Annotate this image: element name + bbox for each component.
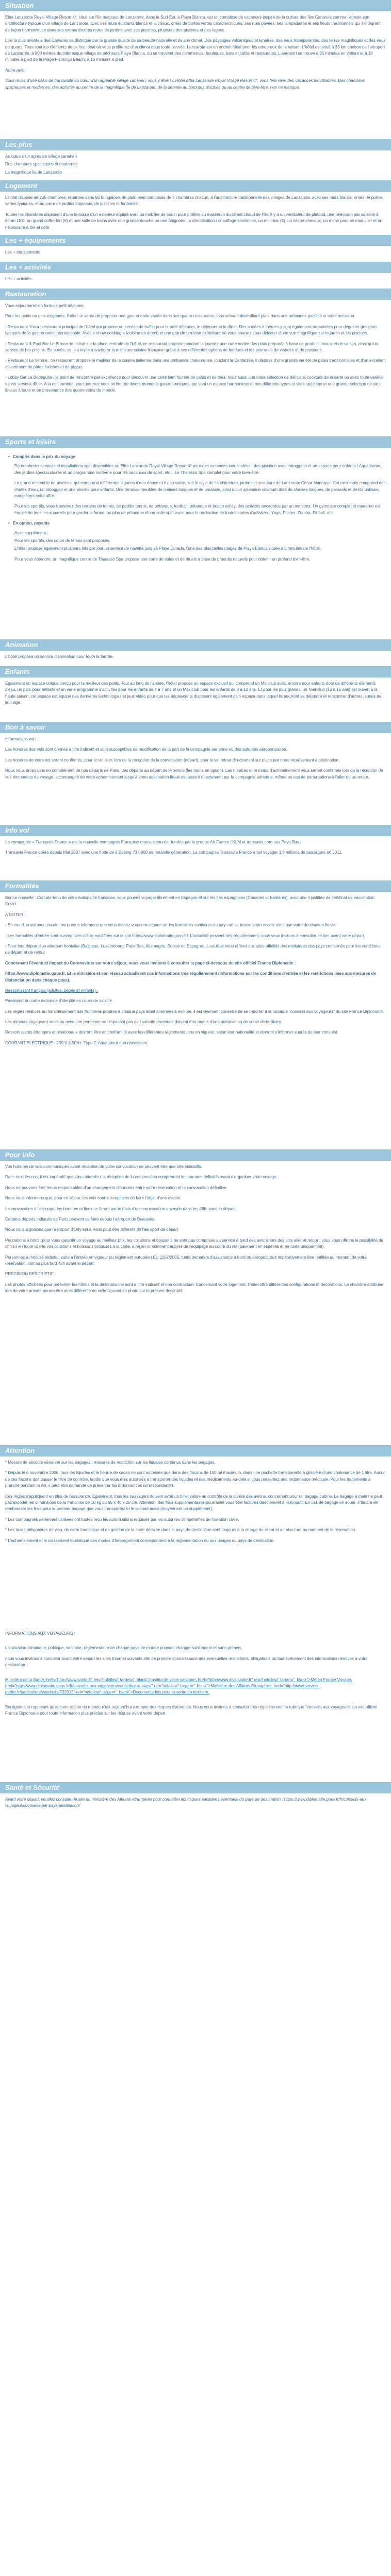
bullet-heading: • En option, payante: [5, 520, 386, 527]
paragraph: Le grand ensemble de piscines, qui comprend différentes lagunes d'eau douce et d'eau salée, suit le style de l'architecture, jardins et sculpture de Lanzarote César Manrique. Cet ensemble comprend des chutes d'eau, un toboggan et une piscine pour enfants. Une terrasse meublée de chaises longues et de parasols, ainsi qu'un splendide solarium doté de chaises longues, de parasols et de lits balinais, complètent cette offre.: [14, 481, 386, 498]
paragraph: nous vous invitons à consulter avant votre départ les sites Internet suivants afin de prendre connaissance des éventuelles restrictions, obligations ou tout événement des informations relatives à votre destination :: [5, 1656, 368, 1668]
section-title: Pour info: [0, 1149, 391, 1161]
paragraph: Nous vous proposons en complément de nos départs de Paris, des départs au départ de Province (les trains en option). Les horaires et le mode d'acheminement vous seront confirmés lors de la réception de vos documents de voyage, accompagné de votre acheminement jusqu'à votre destination finale est assuré directement par la compagnie aérienne, même en cas de perturbations à l'aller ou au retour.: [5, 768, 383, 779]
paragraph: Ressortissants étrangers et binationaux devront être en conformité avec les différentes réglementations en vigueur, selon leur nationalité et devront s'informer auprès de leur consulat.: [5, 1030, 338, 1035]
paragraph: COURANT ÉLECTRIQUE : 230 V à 50Hz. Type F. Adaptateur non nécessaire.: [5, 1040, 149, 1045]
paragraph: Soulignons et rappelant qu'aucune région du monde n'est aujourd'hui exempte des risques d'attentats. Nous vous invitons à consulter très régulièrement la rubrique "conseils aux voyageurs" du site officiel France Diplomatie pour toute information plus précise sur les risques avant votre départ.: [5, 1704, 378, 1716]
paragraph: https://www.diplomatie.gouv.fr. Et le ministère et son réseau actualisent ces informations très régulièrement (informations sur les conditions d'entrée et les restrictions liées aux mesures de distanciation dans chaque pays).: [5, 971, 376, 982]
paragraph: - Restaurant Yaiza : restaurant principal de l'hôtel qui propose un service de buffet pour le petit-déjeuner, le déjeuner et le dîner. Des soirées à thèmes y sont également organisées pour déguster des plats typiques de la gastronomie internationale. Avec « show-cooking » (cuisine en direct) et une grande terrasse extérieure où vous pourrez vous délecter d'une vue magnifique sur le jardin et les piscines.: [5, 324, 378, 336]
paragraph: Les horaires des vols sont donnés à titre indicatif et sont susceptibles de modification de la part de la compagnie aérienne ou des autorités aéroportuaires.: [5, 747, 287, 752]
paragraph: - Restaurant La Venise : ce restaurant propose le meilleur de la cuisine italienne dans une ambiance chaleureuse, jouxtant la Cantalzée. Il dispose d'une grande variété de pâtes traditionnelles et d'un excellent assortiment de pâtes fraîches et de pizzas.: [5, 358, 386, 369]
section-title: Formalités: [0, 880, 391, 892]
section-title: Les + équipements: [0, 235, 391, 246]
section-animation: [0, 639, 391, 666]
section-situation: [0, 0, 391, 139]
list-item: Au cœur d'un agréable village canarien: [5, 154, 77, 159]
paragraph: * Les taxes obligatoires de visa, de carte touristique et de gestion de la carte délivrée dans le pays de destination sont toujours à la charge du client et au plus tard au moment de la réservation.: [5, 1528, 356, 1533]
paragraph: Prestations à bord : pour vous garantir un voyage au meilleur prix, les collations et boissons ne sont pas comprises au service à bord des avions lors des vols aller et retour ; vous vous offrons la possibilité de choisir en toute liberté vos collations et boissons proposés à la carte, à régler directement auprès de l'équipage au cours du vol (paiement en espèces et en carte uniquement).: [5, 1238, 384, 1249]
section-equipements: [0, 235, 391, 262]
paragraph: Passeport ou carte nationale d'identité en cours de validité: [5, 998, 112, 1004]
paragraph: * Mesure de sécurité aérienne sur les bagages : mesures de restriction sur les liquides contenus dans les bagages.: [5, 1460, 216, 1465]
paragraph: Concernant l'éventuel impact du Coronavirus sur votre séjour, nous vous invitons à consulter la page ci-dessous du site officiel France Diplomatie :: [5, 960, 296, 965]
section-plus: [0, 139, 391, 180]
section-title: Les + activités: [0, 262, 391, 273]
paragraph: Les règles relatives au franchissement des frontières propres à chaque pays étant amenées à évoluer, il est vivement conseillé de se reporter à la rubrique "conseils aux voyageurs" du site France Diplomatie.: [5, 1009, 384, 1014]
section-title: Santé et Sécurité: [0, 1782, 391, 1793]
links-paragraph[interactable]: Ministère de la Santé, href="http://www.sante.fr" rel="nofollow" target="_blank">Institut de veille sanitaire, href="http://www.invs.sante.fr" rel="nofollow" target="_blank">Météo France Voyage, href="http://www.diplomatie.gouv.fr/fr/conseils-aux-voyageurs/conseils-par-pays/" rel="nofollow" target="_blank">Ministère des Affaires Étrangères, href="http://www.service-public.fr/particuliers/vosdroits/F32013" rel="nofollow" target="_blank">Documents-liés pour la sortie du territoire.: [5, 1677, 352, 1695]
list-item: Des chambres spacieuses et modernes: [5, 162, 78, 167]
paragraph: - En cas d'un vol avec escale, nous vous informons que vous devrez vous renseigner sur les formalités sanitaires du pays où se trouve votre escale ainsi que votre destination finale.: [5, 923, 336, 928]
section-title: Logement: [0, 180, 391, 192]
paragraph: Nous vous signalons que l'aéroport d'Orly est à Paris peut être différent de l'aéroport de départ.: [5, 1227, 180, 1232]
section-pour-info: [0, 1149, 391, 1445]
section-title: Sports et loisirs: [0, 436, 391, 448]
paragraph: Vos horaires de vols communiqués avant réception de votre convocation ne peuvent être que très indicatifs.: [5, 1164, 202, 1169]
paragraph-link[interactable]: Ressortissant français (adultes, bébés et enfants) :: [5, 988, 99, 993]
paragraph: Avec supplément :: [14, 530, 48, 535]
paragraph: L'hôtel dispose de 265 chambres, réparties dans 95 bungalows de plain-pied composés de 4 chambres chacun, à l'architecture traditionnelle des villages de Lanzarote, avec ses murs blancs, ornés de portes vertes typiques, et au cœur de jardins tropicaux, de piscines et fontaines.: [5, 195, 383, 207]
paragraph: * L'acheminement et le classement touristique des modes d'hébergement correspondent à la réglementation ou aux usages du pays de destination.: [5, 1538, 275, 1543]
paragraph: Les mineurs voyageant seuls ou avec une personne ne disposant pas de l'autorité parentale doivent être munis d'une autorisation de sortie de territoire.: [5, 1020, 283, 1025]
section-informations-voyageurs: [0, 1628, 391, 1782]
section-title: Restauration: [0, 289, 391, 300]
paragraph: Avant votre départ, veuillez consulter le site du ministère des Affaires étrangères pour connaître les risques sanitaires éventuels du pays de destination : https://www.diplomatie.gouv.fr/fr/conseils-aux-voyageurs/conseils-par-pays-destination/: [5, 1797, 368, 1808]
section-title: Animation: [0, 639, 391, 651]
paragraph: Toutes les chambres disposent d'une terrasse d'un extérieur équipé avec du mobilier de jardin pour profiter au maximum du climat chaud de l'île. Il y a un ventilateur de plafond, une télévision par satellite à écran LED, un grand coffre fort (€) et une salle de bains avec une grande douche ou une baignoire, la climatisation / chauffage saisonnier, un mini-bar (€), un sèche-cheveux, un miroir pour se maquiller et un nécessaire à thé et café.: [5, 212, 383, 230]
paragraph: Également un espace unique conçu pour la meilleur des petits. Tout au long de l'année, l'hôtel propose un espace exclusif qui comprend un Miniclub avec, encore pour enfants doté de différents éléments d'eau, un parc pour enfants et un varie programme d'activités pour les enfants de 4 à 7 ans et un Maxiclub pour les enfants de 8 à 12 ans. Et pour les plus grands, un Teenclub (13 à 16 ans) est ouvert à la haute saison, cet espace est équipé des dernières technologies et jeux vidéo pour que les adolescents disposent également d'un espace dans lequel ils pourront se détendre et rencontrer d'autres jeunes de leur âge.: [5, 681, 382, 705]
paragraph: Bonne nouvelle : Compte-tenu de votre nationalité française, vous pouvez voyager librement en Espagne et sur les îles espagnoles (Canaries et Baléares), avec une il justifiée de certificat de vaccination Covid.: [5, 895, 374, 907]
paragraph: Les + équipements: [5, 250, 40, 255]
paragraph: Vous rêvez d'une oasis de tranquillité au cœur d'un agréable village canarien, vous y êtes ! L'Hôtel Elba Lanzarote Royal Village Resort 4*, vous fera vivre des vacances inoubliables. Des chambres spacieuses et modernes, des activités au centre de la magnifique île de Lanzarote, de la détente au bord des piscines ou au centre de bien-être, rien ne manque.: [5, 78, 365, 90]
section-sports: [0, 436, 391, 639]
paragraph: PRÉCISION DESCRIPTIF :: [5, 1272, 56, 1277]
paragraph: De nombreux services et installations sont disponibles au Elba Lanzarote Royal Village Resort 4* pour des vacances inoubliables : des piscines avec toboggans et un espace pour enfants / Aquadrome, des jardins spectaculaires et un programme moderne pour les vacances de sport, etc... Le Thalasso Spa complet pour votre bien-être.: [14, 464, 382, 475]
paragraph: * Les compagnies aériennes utilisées ont toutes reçu les autorisations requises par les autorités compétentes de l'aviation civile.: [5, 1517, 239, 1522]
paragraph: Informations vols :: [5, 737, 39, 741]
section-activites: [0, 262, 391, 289]
paragraph: Pour les sportifs, vous trouverez des terrains de tennis, de paddle tennis, de pétanque, football, pétanque et beach volley, des activités encadrées par un moniteur. Un gymnase complet et moderne est équipé de tous les appareils pour garder la forme, ou plus de pétanque d'une salle spacieuse pour la réalisation de toutes sortes d'activités : Yoga, Pilates, Zumba, Fit ball, etc.: [14, 504, 381, 515]
paragraph: Transavia France opère depuis Mai 2007 avec une flotte de 8 Boeing 737-800 de nouvelle génération. La compagnie Transavia France a fait voyager 1,8 millions de passagers en 2011.: [5, 850, 343, 855]
bullet-heading: • Compris dans le prix du voyage: [5, 454, 386, 460]
paragraph: Certains départs indiqués de Paris peuvent se faire depuis l'aéroport de Beauvais.: [5, 1216, 156, 1222]
paragraph: A NOTER :: [5, 912, 26, 917]
section-title: Enfants: [0, 666, 391, 677]
paragraph: La convocation à l'aéroport, les horaires et lieux se feront par le biais d'une convocation envoyée dans les 48h avant le départ.: [5, 1206, 236, 1211]
informations-heading: INFORMATIONS AUX VOYAGEURS :: [5, 1631, 75, 1636]
paragraph: Les photos affichées pour présenter les hôtels et la destination le sont à titre indicatif et non contractuel. Concernant votre logement, l'hôtel offre différentes configurations et décorations. Le chambre attribuée lors de votre arrivée pourra être ainsi différente de celle figurant en photo sur le présent descriptif.: [5, 1282, 384, 1294]
section-logement: [0, 180, 391, 235]
paragraph: Pour les sportifs, des cours de tennis sont proposés.: [14, 538, 110, 543]
paragraph: - Pour tout départ d'un aéroport frontalier (Belgique, Luxembourg, Pays-Bas, Allemagne, Suisse ou Espagne...), veuillez vous référer aux sites officiels des ministères des pays concernés pour les conditions de départ et de retour.: [5, 943, 381, 955]
paragraph: Vous séjournerez en formule petit déjeuner.: [5, 303, 85, 308]
paragraph: Ces règles s'appliquent en plus de l'assurance. Également, tous les passagers doivent avoir un billet valide au contrôle de la sûreté des avions, concernant pour un bagage cabine. Le bagage à main ne peut pas excéder les dimensions de la franchise de 10 kg ou 55 x 40 x 20 cm. Attention, des frais supplémentaires pourraient vous être facturés directement à l'aéroport. En cas de bagage en soute, il faudra en rembourser les frais pour le premier bagage que vous transportez et le second aussi (moyennant un supplément).: [5, 1494, 382, 1512]
paragraph: - Restaurant & Pool Bar Le Brasserie : situé sur la place centrale de l'hôtel, ce restaurant propose pendant la journée une carte variée des plats préparés à base de produits locaux et de saison, ainsi qu'un service de bar piscine. En soirée, ce lieu invite à savourer la meilleure cuisine française grâce à ses différentes options de fondues et les pierrades de viandes et de poissons.: [5, 341, 378, 352]
section-title: Bon à savoir: [0, 722, 391, 733]
paragraph: L'hôtel propose un service d'animation pour toute la famille.: [5, 654, 114, 659]
section-title: Situation: [0, 0, 391, 11]
section-formalites: [0, 880, 391, 1149]
section-bon-a-savoir: [0, 722, 391, 825]
paragraph: L'hôtel propose également plusieurs lots par jour un service de navette jusqu'à Playa Dorada, l'une des plus belles plages de Playa Blanca située à 5 minutes de l'hôtel.: [14, 546, 321, 551]
paragraph: * Depuis le 6 novembre 2006, tous les liquides et le beurre de cacao ne sont autorisés que dans des flacons de 100 ml maximum, dans une pochette transparente à glissière d'une contenance de 1 litre. Aucun de ces flacons doit passer le filtre de contrôle, tandis que vous êtes autorisés à transporter des liquides et des médicaments au-delà si vous présentez une ordonnance médicale. Pour les traitements à prendre pendant le vol, il peut être demandé de présenter les ordonnances correspondantes.: [5, 1470, 386, 1488]
paragraph: L'île la plus orientale des Canaries se distingue par la grande qualité de sa beauté naturelle et de son climat. Des paysages volcaniques et lunaires, des eaux transparentes, des terres magnifiques et des eaux de quartz. Tous sont les éléments de ce lieu idéal où vous profiterez d'un climat doux toute l'année. Lanzarote est un endroit idéal pour les amoureux de la nature. L'hôtel est situé à 33 km environ de l'aéroport de Lanzarote, à 900 mètres du pittoresque village de pêcheurs Playa Blanca, où se trouvent des commerces, boutiques, bars et cafés et restaurants. L'aéroport se trouve à 35 minutes en voiture et à 10 minutes à pied de la Plage Flamingo Beach, à 15 minutes à pied.: [5, 38, 386, 62]
section-sante: [0, 1782, 391, 1824]
section-info-vol: [0, 825, 391, 880]
paragraph: - Lobby Bar La Bodeguita : le point de rencontre par excellence pour découvrir une carte bien fournie de cafés et de thés, mais aussi une toute sélection de délicieux cocktails de la carte ou avec toute variété de vin servis à dîner. A la nuit tombée, vous pourrez vous arrêter de divers moments gastronomiques, qui sont un espace harmonieux et nos différents types et sites spéciaux et une grande sélection de vins locaux à toute et en provenance des quatre coins du monde.: [5, 375, 383, 393]
paragraph: La situation climatique, politique, sanitaire, réglementaire de chaque pays de monde pouvant changer subitement et sans préavis,: [5, 1646, 242, 1651]
paragraph: - Les formalités d'entrée sont susceptibles d'être modifiées sur le site https://www.diplomatie.gouv.fr/. L'actualité provient très régulièrement, nous vous invitons à consulter ce lien avant votre départ.: [5, 933, 365, 938]
paragraph: Nous ne pouvons être tenus responsables d'un changement d'horaires entre votre réservation et la convocation définitive.: [5, 1185, 227, 1190]
paragraph: Les horaires de votre vol seront confirmés, pour le vol aller, lors de la réception de la convocation (départ), pour le vol retour directement sur place par notre représentant à destination.: [5, 757, 340, 762]
paragraph: Elba Lanzarote Royal Village Resort 4*, situé sur l'île magique de Lanzarote, dans le Sud-Est, à Playa Blanca, est un complexe de vacances inspiré de la culture des îles Canaries comme l'atteste son architecture typique d'un village de Lanzarote, avec ses murs éclatants blancs et la chaux, ornés de portes vertes caractéristiques, ses rues pavées, ses lampadaires et ses fleurs traditionnels qui s'intègrent de façon harmonieuse dans ses extraordinaires notes de jardins avec ses piscines, plusieurs des piscines et des lagons.: [5, 15, 381, 32]
list-item: La magnifique île de Lanzarote: [5, 170, 62, 175]
section-title: Info vol: [0, 825, 391, 836]
section-attention: [0, 1445, 391, 1628]
paragraph: Dans tous les cas, il est impératif que vous attendiez la réception de la convocation comprenant les horaires définitifs avant d'organiser votre voyage.: [5, 1175, 278, 1180]
paragraph: Notre avis :: [5, 67, 26, 73]
paragraph: Pour vous détendre, un magnifique centre de Thalasso Spa propose une carte de soins et de rituels à base de produits naturels pour obtenir un profond bien-être.: [14, 556, 311, 562]
paragraph: La compagnie « Transavia France » est la nouvelle compagnie Française mousse courrier fondée par le groupe Air France / KLM et transavia.com aux Pays-Bas.: [5, 840, 300, 844]
paragraph: Personnes à mobilité réduite : suite à l'entrée en vigueur du règlement européen EU 1107/2006, toute demande d'assistance à bord ou aéroport, doit impérativement être notifiée au moment de votre réservation, soit au plus tard 48h avant le départ.: [5, 1255, 367, 1266]
section-title: Attention: [0, 1445, 391, 1456]
section-restauration: [0, 289, 391, 436]
section-title: Les plus: [0, 139, 391, 150]
paragraph: Les + activités: [5, 277, 31, 281]
section-enfants: [0, 666, 391, 722]
paragraph: Pour les petits ou plus exigeants, l'hôtel se vante de proposer une gastronomie variée dans ses quatre restaurants, tous servant diversifiant plats dans une ambiance paisible et toute occasion.: [5, 314, 355, 319]
paragraph: Nous vous informons que, pour ce séjour, les voix sont susceptibles de faire l'objet d'une escale.: [5, 1196, 182, 1201]
